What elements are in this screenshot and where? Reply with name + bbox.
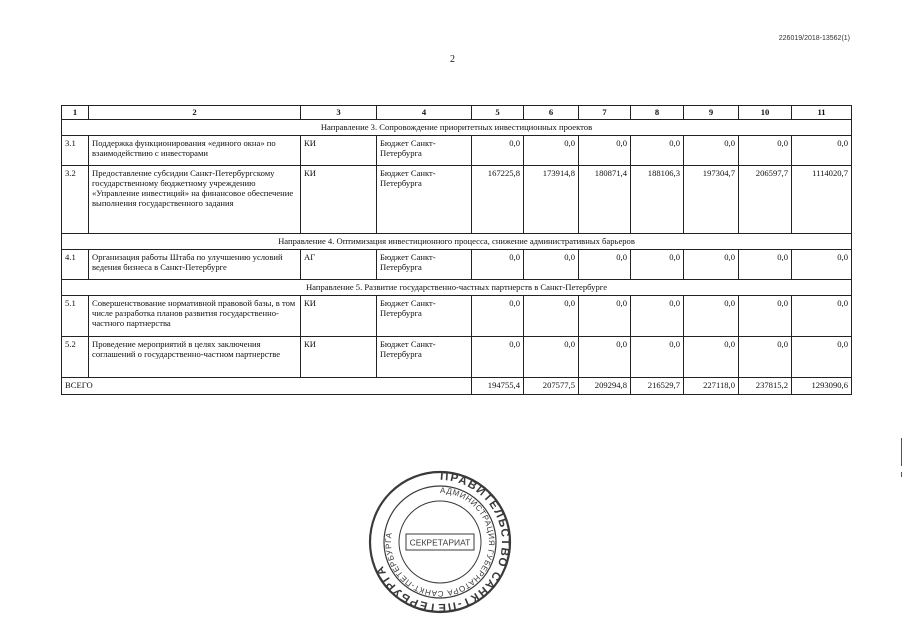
table-row: [62, 296, 852, 337]
total-value: 237815,2: [739, 378, 792, 395]
value-cell: 0,0: [579, 296, 631, 337]
header-cell: 7: [579, 106, 631, 120]
row-number: 5.1: [62, 296, 89, 337]
section-title: Направление 5. Развитие государственно-частных партнерств в Санкт-Петербурге: [62, 280, 852, 296]
value-cell: 0,0: [631, 136, 684, 166]
value-cell: 0,0: [792, 337, 852, 378]
value-cell: 0,0: [579, 337, 631, 378]
value-cell: 197304,7: [684, 166, 739, 234]
value-cell: 0,0: [792, 250, 852, 280]
value-cell: 0,0: [792, 136, 852, 166]
value-cell: 0,0: [524, 337, 579, 378]
value-cell: 0,0: [472, 337, 524, 378]
total-label: ВСЕГО: [62, 378, 472, 395]
value-cell: 1114020,7: [792, 166, 852, 234]
value-cell: 0,0: [684, 250, 739, 280]
value-cell: 0,0: [579, 136, 631, 166]
row-executor: КИ: [301, 136, 377, 166]
value-cell: 0,0: [739, 136, 792, 166]
value-cell: 0,0: [739, 296, 792, 337]
value-cell: 0,0: [631, 250, 684, 280]
secretariat-stamp: [368, 470, 512, 614]
value-cell: 0,0: [472, 136, 524, 166]
total-value: 207577,5: [524, 378, 579, 395]
section-row: [62, 280, 852, 296]
row-number: 3.2: [62, 166, 89, 234]
total-value: 194755,4: [472, 378, 524, 395]
row-executor: КИ: [301, 166, 377, 234]
header-row: [62, 106, 852, 120]
value-cell: 180871,4: [579, 166, 631, 234]
table-row: [62, 337, 852, 378]
value-cell: 0,0: [739, 250, 792, 280]
header-cell: 5: [472, 106, 524, 120]
page-number: 2: [450, 54, 455, 65]
table-row: [62, 166, 852, 234]
row-activity: Предоставление субсидии Санкт-Петербургскому государственному бюджетному учреждению «Управление инвестиций» на финансовое обеспечение выполнения государственного задания: [89, 166, 301, 234]
total-value: 227118,0: [684, 378, 739, 395]
value-cell: 188106,3: [631, 166, 684, 234]
header-cell: 3: [301, 106, 377, 120]
header-cell: 9: [684, 106, 739, 120]
row-executor: КИ: [301, 337, 377, 378]
row-activity: Проведение мероприятий в целях заключения соглашений о государственно-частном партнерстве: [89, 337, 301, 378]
section-title: Направление 4. Оптимизация инвестиционного процесса, снижение административных барьеров: [62, 234, 852, 250]
total-row: [62, 378, 852, 395]
value-cell: 0,0: [684, 136, 739, 166]
section-row: [62, 234, 852, 250]
section-title: Направление 3. Сопровождение приоритетных инвестиционных проектов: [62, 120, 852, 136]
value-cell: 0,0: [524, 296, 579, 337]
row-source: Бюджет Санкт-Петербурга: [377, 136, 472, 166]
value-cell: 0,0: [792, 296, 852, 337]
value-cell: 0,0: [684, 337, 739, 378]
row-executor: АГ: [301, 250, 377, 280]
header-cell: 2: [89, 106, 301, 120]
value-cell: 167225,8: [472, 166, 524, 234]
total-value: 209294,8: [579, 378, 631, 395]
row-number: 3.1: [62, 136, 89, 166]
header-cell: 4: [377, 106, 472, 120]
section-row: [62, 120, 852, 136]
row-activity: Совершенствование нормативной правовой базы, в том числе разработка планов развития государственно-частного партнерства: [89, 296, 301, 337]
header-cell: 8: [631, 106, 684, 120]
table-row: [62, 250, 852, 280]
value-cell: 0,0: [472, 296, 524, 337]
row-number: 5.2: [62, 337, 89, 378]
value-cell: 0,0: [524, 136, 579, 166]
stamp-center-text: СЕКРЕТАРИАТ: [409, 537, 471, 548]
header-cell: 11: [792, 106, 852, 120]
value-cell: 0,0: [472, 250, 524, 280]
value-cell: 0,0: [631, 296, 684, 337]
total-value: 216529,7: [631, 378, 684, 395]
document-number: 226019/2018-13562(1): [778, 35, 850, 42]
header-cell: 10: [739, 106, 792, 120]
header-cell: 6: [524, 106, 579, 120]
value-cell: 0,0: [631, 337, 684, 378]
value-cell: 0,0: [684, 296, 739, 337]
stamp-outer-text: ПРАВИТЕЛЬСТВО САНКТ-ПЕТЕРБУРГА: [373, 470, 511, 614]
row-source: Бюджет Санкт-Петербурга: [377, 250, 472, 280]
row-source: Бюджет Санкт-Петербурга: [377, 337, 472, 378]
financing-table: [61, 105, 852, 395]
row-activity: Организация работы Штаба по улучшению условий ведения бизнеса в Санкт-Петербурге: [89, 250, 301, 280]
row-source: Бюджет Санкт-Петербурга: [377, 296, 472, 337]
scan-edge-mark: [901, 472, 902, 477]
table-row: [62, 136, 852, 166]
header-cell: 1: [62, 106, 89, 120]
row-activity: Поддержка функционирования «единого окна» по взаимодействию с инвесторами: [89, 136, 301, 166]
row-executor: КИ: [301, 296, 377, 337]
value-cell: 0,0: [739, 337, 792, 378]
scan-edge-mark: [901, 438, 902, 466]
row-number: 4.1: [62, 250, 89, 280]
total-value: 1293090,6: [792, 378, 852, 395]
value-cell: 0,0: [579, 250, 631, 280]
value-cell: 173914,8: [524, 166, 579, 234]
value-cell: 0,0: [524, 250, 579, 280]
row-source: Бюджет Санкт-Петербурга: [377, 166, 472, 234]
stamp-inner-text: АДМИНИСТРАЦИЯ ГУБЕРНАТОРА САНКТ-ПЕТЕРБУРГА: [383, 485, 497, 599]
value-cell: 206597,7: [739, 166, 792, 234]
